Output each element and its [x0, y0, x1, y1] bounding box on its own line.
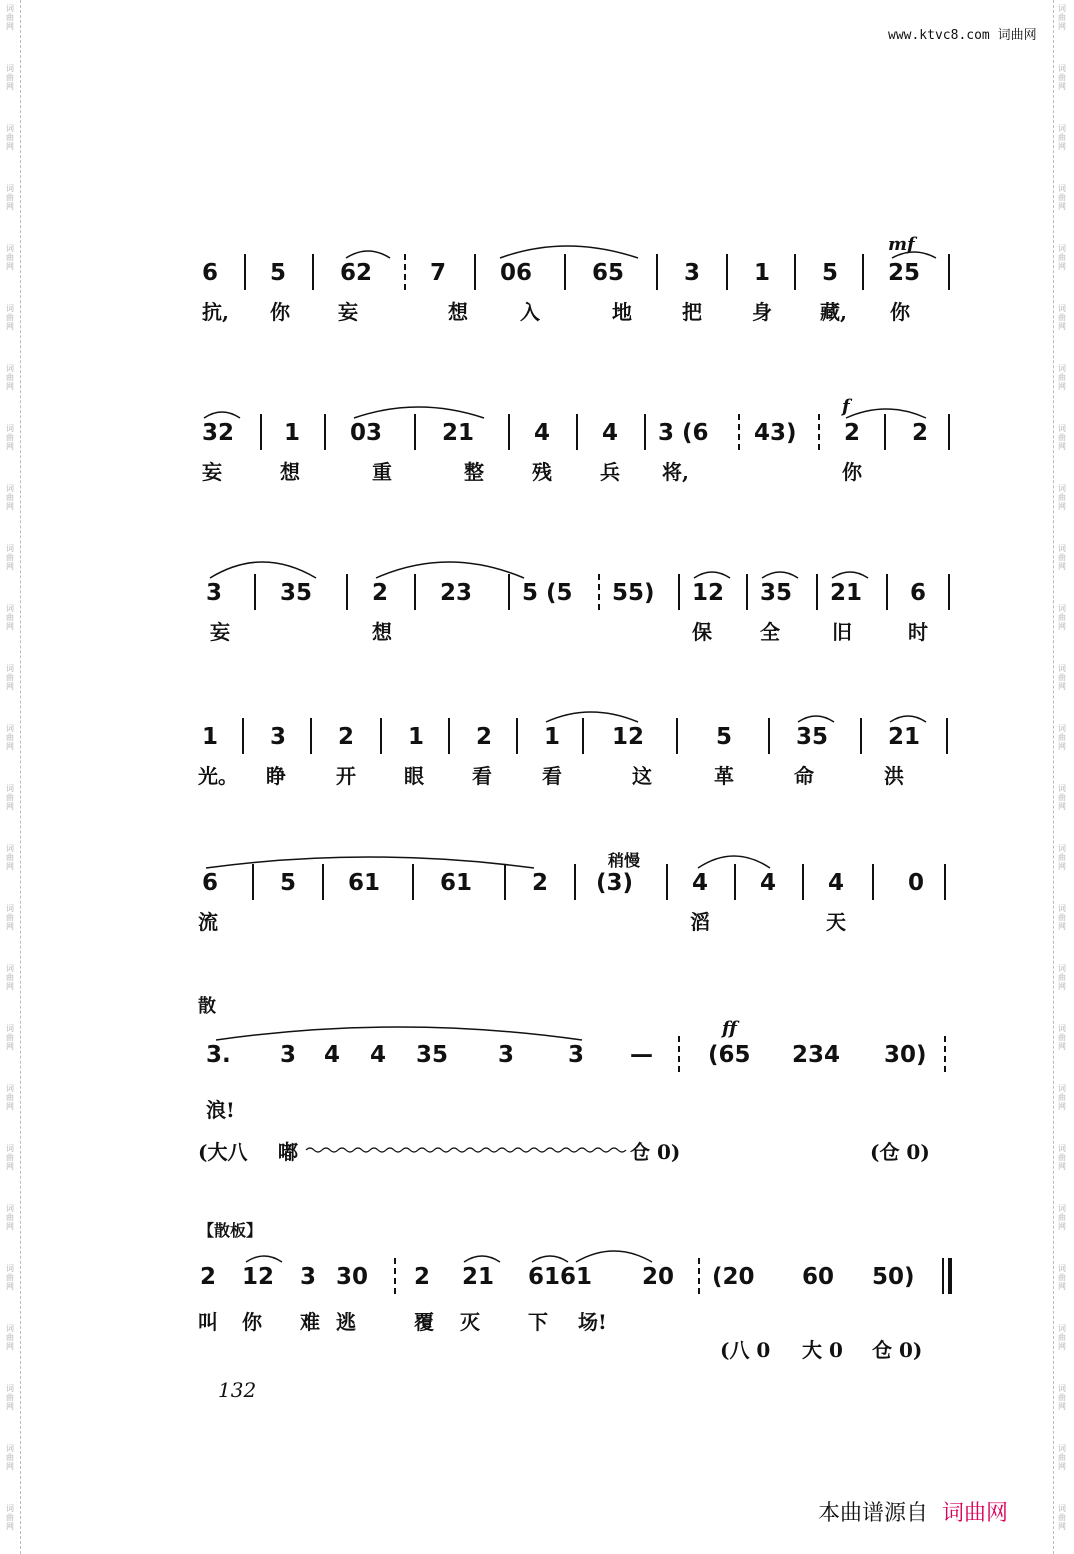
note: 5 (5 [522, 580, 573, 606]
lyric: 全 [760, 620, 780, 644]
note: (3) [596, 870, 634, 896]
barline [598, 574, 600, 610]
note: 61 [440, 870, 473, 896]
barline [816, 574, 818, 610]
watermark-text: 词曲网 [1058, 844, 1066, 871]
barline [474, 254, 476, 290]
watermark-text: 词曲网 [1058, 784, 1066, 811]
note: 3 [300, 1264, 317, 1290]
note: 3 [206, 580, 223, 606]
note: 43) [754, 420, 797, 446]
watermark-text: 词曲网 [1058, 124, 1066, 151]
watermark-text: 词曲网 [6, 184, 14, 211]
barline [944, 864, 946, 900]
note: 2 [338, 724, 355, 750]
note: 6161 [528, 1264, 593, 1290]
watermark-text: 词曲网 [6, 1144, 14, 1171]
note: 0 [908, 870, 925, 896]
barline [448, 718, 450, 754]
watermark-text: 词曲网 [1058, 964, 1066, 991]
site-header: www.ktvc8.com 词曲网 [888, 28, 1037, 43]
watermark-text: 词曲网 [1058, 544, 1066, 571]
note: 1 [544, 724, 561, 750]
barline [576, 414, 578, 450]
barline [346, 574, 348, 610]
final-barline [948, 1258, 952, 1294]
footer-source-label: 本曲谱源自 [818, 1501, 929, 1526]
barline [676, 718, 678, 754]
note: 32 [202, 420, 235, 446]
lyric: 你 [842, 460, 862, 484]
watermark-text: 词曲网 [6, 784, 14, 811]
page-number: 132 [218, 1378, 257, 1402]
note: 234 [792, 1042, 841, 1068]
note: 06 [500, 260, 533, 286]
note: 62 [340, 260, 373, 286]
lyric: 入 [520, 300, 540, 324]
note: 12 [242, 1264, 275, 1290]
note: 21 [830, 580, 863, 606]
percussion-label: 大 0 [802, 1338, 843, 1362]
barline [310, 718, 312, 754]
lyric: 看 [472, 764, 492, 788]
barline [666, 864, 668, 900]
barline [312, 254, 314, 290]
watermark-text: 词曲网 [6, 1324, 14, 1351]
watermark-text: 词曲网 [1058, 424, 1066, 451]
note: 3 [280, 1042, 297, 1068]
note: 21 [462, 1264, 495, 1290]
lyric: 把 [682, 300, 702, 324]
dynamic-f: f [842, 396, 850, 417]
watermark-text: 词曲网 [1058, 1324, 1066, 1351]
note: 7 [430, 260, 447, 286]
barline [394, 1258, 396, 1294]
percussion-label: (大八 [198, 1140, 248, 1164]
watermark-text: 词曲网 [6, 4, 14, 31]
note: 2 [532, 870, 549, 896]
lyric: 残 [532, 460, 552, 484]
barline [324, 414, 326, 450]
barline [564, 254, 566, 290]
tempo-marking: 散 [198, 996, 216, 1017]
watermark-text: 词曲网 [1058, 304, 1066, 331]
lyric: 下 [528, 1310, 548, 1334]
lyric: 重 [372, 460, 392, 484]
barline [948, 254, 950, 290]
percussion-label: 仓 0) [630, 1140, 681, 1164]
percussion-label: 仓 0) [872, 1338, 923, 1362]
note: 4 [324, 1042, 341, 1068]
barline [886, 574, 888, 610]
note: 2 [844, 420, 861, 446]
lyric: 地 [612, 300, 632, 324]
lyric: 逃 [336, 1310, 356, 1334]
note: 1 [754, 260, 771, 286]
watermark-text: 词曲网 [1058, 1084, 1066, 1111]
lyric: 整 [464, 460, 484, 484]
watermark-text: 词曲网 [1058, 244, 1066, 271]
barline [322, 864, 324, 900]
barline [504, 864, 506, 900]
barline [516, 718, 518, 754]
lyric: 妄 [202, 460, 222, 484]
barline [860, 718, 862, 754]
watermark-text: 词曲网 [1058, 1504, 1066, 1531]
lyric: 藏, [820, 300, 847, 324]
note: 3 (6 [658, 420, 709, 446]
note: 35 [280, 580, 313, 606]
note: 23 [440, 580, 473, 606]
lyric: 睁 [266, 764, 286, 788]
note: 12 [692, 580, 725, 606]
barline [768, 718, 770, 754]
barline [746, 574, 748, 610]
barline [414, 574, 416, 610]
lyric: 保 [692, 620, 712, 644]
lyric: 场! [578, 1310, 607, 1334]
note: 65 [592, 260, 625, 286]
lyric: 流 [198, 910, 218, 934]
note: 2 [912, 420, 929, 446]
barline [818, 414, 820, 450]
note: 5 [822, 260, 839, 286]
barline [698, 1258, 700, 1294]
watermark-text: 词曲网 [6, 604, 14, 631]
lyric: 灭 [460, 1310, 480, 1334]
note: 1 [408, 724, 425, 750]
percussion-label: (八 0 [720, 1338, 771, 1362]
watermark-text: 词曲网 [6, 484, 14, 511]
barline [862, 254, 864, 290]
note: (65 [708, 1042, 751, 1068]
lyric: 覆 [414, 1310, 434, 1334]
barline [404, 254, 406, 290]
lyric: 抗, [202, 300, 229, 324]
watermark-text: 词曲网 [1058, 904, 1066, 931]
barline [948, 414, 950, 450]
note: 60 [802, 1264, 835, 1290]
barline [726, 254, 728, 290]
barline [944, 1036, 946, 1072]
note: 35 [760, 580, 793, 606]
note: 3 [568, 1042, 585, 1068]
watermark-text: 词曲网 [6, 724, 14, 751]
dynamic-mf: mf [888, 234, 915, 255]
watermark-text: 词曲网 [6, 1384, 14, 1411]
watermark-text: 词曲网 [1058, 1024, 1066, 1051]
lyric: 兵 [600, 460, 620, 484]
percussion-label: (仓 0) [870, 1140, 930, 1164]
note: 35 [796, 724, 829, 750]
lyric: 滔 [690, 910, 710, 934]
watermark-text: 词曲网 [1058, 184, 1066, 211]
note: 1 [284, 420, 301, 446]
watermark-text: 词曲网 [6, 1444, 14, 1471]
watermark-text: 词曲网 [6, 544, 14, 571]
note: 5 [280, 870, 297, 896]
note: 3 [270, 724, 287, 750]
note: 25 [888, 260, 921, 286]
lyric: 你 [890, 300, 910, 324]
watermark-text: 词曲网 [1058, 484, 1066, 511]
barline [582, 718, 584, 754]
watermark-text: 词曲网 [6, 844, 14, 871]
barline [380, 718, 382, 754]
dynamic-ff: ff [722, 1018, 737, 1039]
note: 50) [872, 1264, 915, 1290]
watermark-text: 词曲网 [6, 1084, 14, 1111]
lyric: 妄 [210, 620, 230, 644]
lyric: 旧 [832, 620, 852, 644]
lyric: 想 [448, 300, 468, 324]
watermark-text: 词曲网 [1058, 64, 1066, 91]
barline [678, 1036, 680, 1072]
watermark-text: 词曲网 [1058, 1384, 1066, 1411]
note: 35 [416, 1042, 449, 1068]
watermark-text: 词曲网 [1058, 364, 1066, 391]
left-margin-watermark [2, 0, 21, 1554]
watermark-text: 词曲网 [1058, 1444, 1066, 1471]
barline [252, 864, 254, 900]
watermark-text: 词曲网 [6, 64, 14, 91]
barline [678, 574, 680, 610]
barline [802, 864, 804, 900]
note: 03 [350, 420, 383, 446]
lyric: 将, [662, 460, 689, 484]
lyric: 洪 [884, 764, 904, 788]
barline [508, 574, 510, 610]
watermark-text: 词曲网 [6, 664, 14, 691]
note: 55) [612, 580, 655, 606]
percussion-label: 嘟 [278, 1140, 298, 1164]
note: 1 [202, 724, 219, 750]
barline [414, 414, 416, 450]
right-margin-watermark [1053, 0, 1072, 1554]
note: 6 [202, 260, 219, 286]
lyric: 想 [372, 620, 392, 644]
lyric: 开 [336, 764, 356, 788]
lyric: 难 [300, 1310, 320, 1334]
watermark-text: 词曲网 [1058, 1204, 1066, 1231]
note: 30) [884, 1042, 927, 1068]
barline [946, 718, 948, 754]
note: 5 [716, 724, 733, 750]
watermark-text: 词曲网 [6, 364, 14, 391]
lyric: 天 [826, 910, 846, 934]
note: 6 [910, 580, 927, 606]
note: 3 [684, 260, 701, 286]
note: 21 [888, 724, 921, 750]
watermark-text: 词曲网 [6, 244, 14, 271]
note: 5 [270, 260, 287, 286]
watermark-text: 词曲网 [6, 904, 14, 931]
watermark-text: 词曲网 [1058, 604, 1066, 631]
barline [242, 718, 244, 754]
barline [254, 574, 256, 610]
watermark-text: 词曲网 [6, 124, 14, 151]
section-marking: 【散板】 [198, 1221, 263, 1240]
note: 4 [760, 870, 777, 896]
note: 2 [414, 1264, 431, 1290]
note: 61 [348, 870, 381, 896]
watermark-text: 词曲网 [6, 1504, 14, 1531]
footer-source [818, 1496, 1008, 1527]
barline [412, 864, 414, 900]
note: 2 [476, 724, 493, 750]
barline [794, 254, 796, 290]
watermark-text: 词曲网 [1058, 4, 1066, 31]
lyric: 这 [632, 764, 652, 788]
barline [948, 574, 950, 610]
footer-brand-link[interactable]: 词曲网 [942, 1501, 1009, 1526]
lyric: 你 [270, 300, 290, 324]
note: 3 [498, 1042, 515, 1068]
watermark-text: 词曲网 [6, 1264, 14, 1291]
barline [738, 414, 740, 450]
watermark-text: 词曲网 [6, 1204, 14, 1231]
note: (20 [712, 1264, 755, 1290]
note: 30 [336, 1264, 369, 1290]
note: 4 [370, 1042, 387, 1068]
barline [244, 254, 246, 290]
tremolo-line [198, 1136, 958, 1166]
lyric: 命 [794, 764, 814, 788]
note: 4 [692, 870, 709, 896]
lyric: 时 [908, 620, 928, 644]
note: 12 [612, 724, 645, 750]
note: 4 [534, 420, 551, 446]
note: 2 [200, 1264, 217, 1290]
note: 2 [372, 580, 389, 606]
lyric: 叫 [198, 1310, 218, 1334]
note: 6 [202, 870, 219, 896]
barline [574, 864, 576, 900]
lyric: 看 [542, 764, 562, 788]
lyric: 眼 [404, 764, 424, 788]
barline [260, 414, 262, 450]
tempo-marking: 稍慢 [608, 851, 641, 870]
watermark-text: 词曲网 [1058, 664, 1066, 691]
barline [656, 254, 658, 290]
lyric: 想 [280, 460, 300, 484]
barline [508, 414, 510, 450]
note: 4 [602, 420, 619, 446]
watermark-text: 词曲网 [6, 424, 14, 451]
barline [644, 414, 646, 450]
lyric: 妄 [338, 300, 358, 324]
lyric: 身 [752, 300, 772, 324]
note: 20 [642, 1264, 675, 1290]
barline [872, 864, 874, 900]
watermark-text: 词曲网 [1058, 724, 1066, 751]
lyric: 浪! [206, 1098, 235, 1122]
barline [734, 864, 736, 900]
barline [884, 414, 886, 450]
lyric: 光。 [198, 764, 238, 788]
watermark-text: 词曲网 [1058, 1144, 1066, 1171]
watermark-text: 词曲网 [6, 304, 14, 331]
note: — [630, 1042, 653, 1068]
note: 4 [828, 870, 845, 896]
watermark-text: 词曲网 [6, 964, 14, 991]
barline [942, 1258, 944, 1294]
note: 3. [206, 1042, 231, 1068]
note: 21 [442, 420, 475, 446]
watermark-text: 词曲网 [6, 1024, 14, 1051]
watermark-text: 词曲网 [1058, 1264, 1066, 1291]
lyric: 你 [242, 1310, 262, 1334]
lyric: 革 [714, 764, 734, 788]
slur-marks [198, 704, 958, 734]
